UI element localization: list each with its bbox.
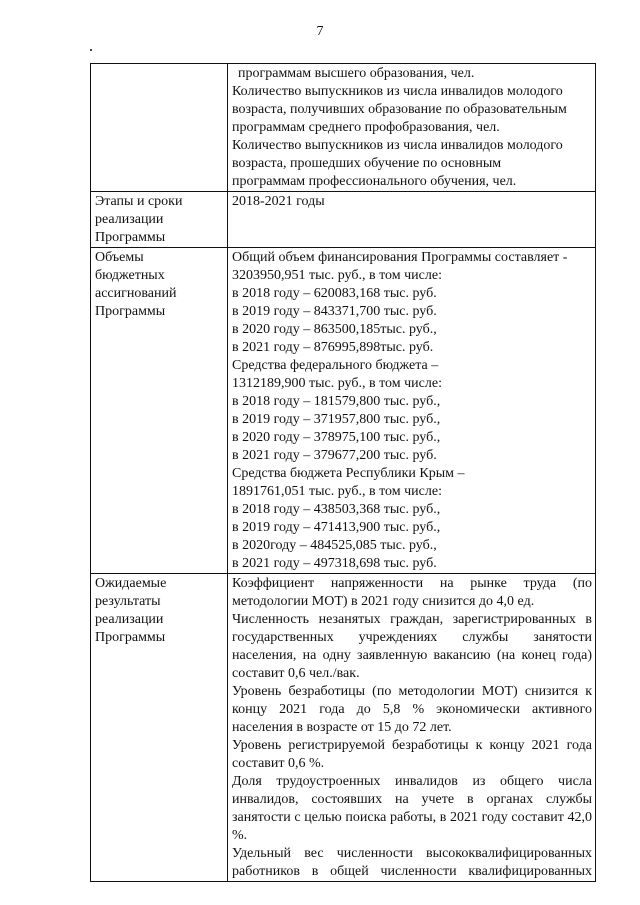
label-line: реализации (95, 212, 164, 227)
result-paragraph: Уровень безработицы (по методологии МОТ) снизится к концу 2021 года до 5,8 % экономически активного населения в возрасте от 15 до 72 лет. (232, 684, 592, 735)
results-value-cell (228, 574, 596, 882)
label-cell-empty (91, 64, 228, 192)
text-line: Количество выпускников из числа инвалидов молодого (232, 84, 563, 99)
text-line: Количество выпускников из числа инвалидов молодого (232, 138, 563, 153)
label-line: Программы (95, 304, 166, 319)
table-row-stages (91, 192, 596, 248)
label-line: результаты (95, 594, 161, 609)
result-paragraph: Уровень регистрируемой безработицы к концу 2021 года составит 0,6 %. (232, 738, 592, 771)
continuation-cell (228, 64, 596, 192)
budget-line: в 2018 году – 620083,168 тыс. руб. (232, 286, 437, 301)
page-number: 7 (316, 24, 324, 39)
label-line: Программы (95, 630, 166, 645)
table-row-results (91, 574, 596, 882)
label-line: реализации (95, 612, 164, 627)
budget-line: в 2019 году – 843371,700 тыс. руб. (232, 304, 437, 319)
budget-line: 1891761,051 тыс. руб., в том числе: (232, 484, 442, 499)
budget-line: в 2021 году – 497318,698 тыс. руб. (232, 556, 437, 571)
stages-label-cell (91, 192, 228, 248)
label-line: ассигнований (95, 286, 177, 301)
program-passport-table (90, 63, 596, 882)
budget-line: в 2020 году – 378975,100 тыс. руб., (232, 430, 441, 445)
text-line: программам высшего образования, чел. (238, 66, 475, 81)
result-paragraph: Доля трудоустроенных инвалидов из общего числа инвалидов, состоявших на учете в органах службы занятости с целью поиска работы, в 2021 году составит 42,0 %. (232, 774, 592, 843)
label-line: Ожидаемые (95, 576, 167, 591)
budget-line: в 2020году – 484525,085 тыс. руб., (232, 538, 437, 553)
budget-line: 1312189,900 тыс. руб., в том числе: (232, 376, 442, 391)
budget-line: в 2021 году – 876995,898тыс. руб. (232, 340, 434, 355)
label-line: Объемы (95, 250, 144, 265)
text-line: программам профессионального обучения, чел. (232, 174, 517, 189)
budget-line: в 2020 году – 863500,185тыс. руб., (232, 322, 437, 337)
budget-line: в 2019 году – 371957,800 тыс. руб., (232, 412, 441, 427)
result-paragraph: Коэффициент напряженности на рынке труда (по методологии МОТ) в 2021 году снизится до 4,0 ед. (232, 576, 592, 609)
budget-line: в 2018 году – 181579,800 тыс. руб., (232, 394, 441, 409)
budget-line: Средства федерального бюджета – (232, 358, 439, 373)
label-line: Программы (95, 230, 166, 245)
table-row-continuation (91, 64, 596, 192)
budget-value-cell (228, 248, 596, 574)
label-line: Этапы и сроки (95, 194, 183, 209)
text-line: возраста, прошедших обучение по основным (232, 156, 502, 171)
table-row-budget (91, 248, 596, 574)
budget-line: Средства бюджета Республики Крым – (232, 466, 465, 481)
stages-value: 2018-2021 годы (232, 194, 325, 209)
budget-line: Общий объем финансирования Программы составляет - (232, 250, 568, 265)
result-paragraph: Удельный вес численности высококвалифицированных работников в общей численности квалифицированных (232, 846, 592, 879)
text-line: программам среднего профобразования, чел. (232, 120, 500, 135)
stages-value-cell (228, 192, 596, 248)
budget-line: в 2021 году – 379677,200 тыс. руб. (232, 448, 437, 463)
budget-line: в 2019 году – 471413,900 тыс. руб., (232, 520, 441, 535)
budget-line: 3203950,951 тыс. руб., в том числе: (232, 268, 442, 283)
text-line: возраста, получивших образование по образовательным (232, 102, 567, 117)
budget-line: в 2018 году – 438503,368 тыс. руб., (232, 502, 441, 517)
scan-speck (90, 49, 92, 51)
result-paragraph: Численность незанятых граждан, зарегистрированных в государственных учреждениях службы занятости населения, на одну заявленную вакансию (на конец года) составит 0,6 чел./вак. (232, 612, 592, 681)
label-line: бюджетных (95, 268, 165, 283)
results-label-cell (91, 574, 228, 882)
budget-label-cell (91, 248, 228, 574)
